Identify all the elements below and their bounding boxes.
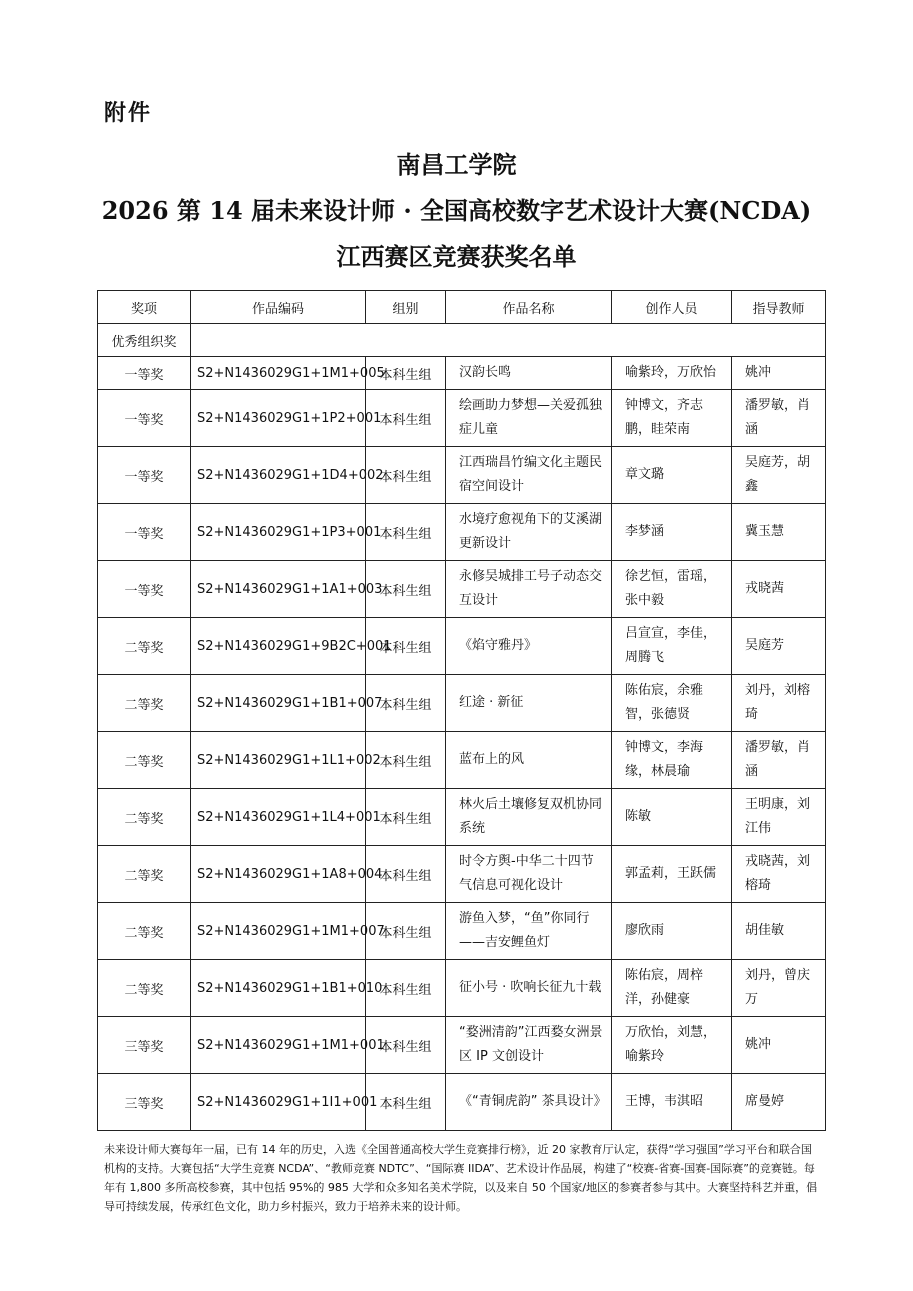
creators-cell: 徐艺恒，雷瑶，张中毅 xyxy=(612,561,732,618)
award-cell: 一等奖 xyxy=(98,561,191,618)
title-competition: 2026 第 14 届未来设计师 · 全国高校数字艺术设计大赛(NCDA) xyxy=(101,196,812,225)
code-cell: S2+N1436029G1+1I1+001 xyxy=(191,1074,366,1131)
group-cell: 本科生组 xyxy=(366,447,446,504)
work-title-cell: 江西瑞昌竹编文化主题民宿空间设计 xyxy=(446,447,612,504)
code-cell: S2+N1436029G1+1M1+005 xyxy=(191,357,366,390)
work-title-cell: “婺洲清韵”江西婺女洲景区 IP 文创设计 xyxy=(446,1017,612,1074)
section-empty xyxy=(191,324,826,357)
group-cell: 本科生组 xyxy=(366,357,446,390)
award-cell: 一等奖 xyxy=(98,357,191,390)
table-row xyxy=(98,504,826,561)
advisors-cell: 冀玉慧 xyxy=(732,504,826,561)
work-title-cell: 汉韵长鸣 xyxy=(446,357,612,390)
creators-cell: 廖欣雨 xyxy=(612,903,732,960)
section-row xyxy=(98,324,826,357)
table-row xyxy=(98,561,826,618)
header-group: 组别 xyxy=(366,291,446,324)
table-row xyxy=(98,732,826,789)
creators-cell: 郭孟莉，王跃儒 xyxy=(612,846,732,903)
code-cell: S2+N1436029G1+1L1+002 xyxy=(191,732,366,789)
creators-cell: 陈佑宸，周梓洋，孙健豪 xyxy=(612,960,732,1017)
group-cell: 本科生组 xyxy=(366,846,446,903)
creators-cell: 喻紫玲，万欣怡 xyxy=(612,357,732,390)
work-title-cell: 永修吴城排工号子动态交互设计 xyxy=(446,561,612,618)
creators-cell: 钟博文，李海缘，林晨瑜 xyxy=(612,732,732,789)
work-title-cell: 时令方舆-中华二十四节气信息可视化设计 xyxy=(446,846,612,903)
creators-cell: 王博，韦淇昭 xyxy=(612,1074,732,1131)
group-cell: 本科生组 xyxy=(366,618,446,675)
group-cell: 本科生组 xyxy=(366,732,446,789)
advisors-cell: 吴庭芳 xyxy=(732,618,826,675)
award-cell: 三等奖 xyxy=(98,1017,191,1074)
creators-cell: 李梦涵 xyxy=(612,504,732,561)
work-title-cell: 绘画助力梦想—关爱孤独症儿童 xyxy=(446,390,612,447)
work-title-cell: 水境疗愈视角下的艾溪湖更新设计 xyxy=(446,504,612,561)
advisors-cell: 胡佳敏 xyxy=(732,903,826,960)
award-cell: 二等奖 xyxy=(98,903,191,960)
advisors-cell: 戎晓茜，刘榕琦 xyxy=(732,846,826,903)
title-school: 南昌工学院 xyxy=(396,150,517,179)
code-cell: S2+N1436029G1+1M1+001 xyxy=(191,1017,366,1074)
attachment-label: 附件 xyxy=(104,101,153,126)
header-work: 作品名称 xyxy=(446,291,612,324)
creators-cell: 钟博文，齐志鹏，眭荣南 xyxy=(612,390,732,447)
code-cell: S2+N1436029G1+1M1+007 xyxy=(191,903,366,960)
award-cell: 二等奖 xyxy=(98,960,191,1017)
awards-table xyxy=(97,290,826,1131)
award-cell: 二等奖 xyxy=(98,789,191,846)
work-title-cell: 游鱼入梦，“鱼”你同行——吉安鲤鱼灯 xyxy=(446,903,612,960)
work-title-cell: 红途 · 新征 xyxy=(446,675,612,732)
advisors-cell: 席曼婷 xyxy=(732,1074,826,1131)
code-cell: S2+N1436029G1+1L4+001 xyxy=(191,789,366,846)
group-cell: 本科生组 xyxy=(366,561,446,618)
header-creators: 创作人员 xyxy=(612,291,732,324)
code-cell: S2+N1436029G1+1P3+001 xyxy=(191,504,366,561)
creators-cell: 陈佑宸，余雅智，张德贤 xyxy=(612,675,732,732)
work-title-cell: 林火后土壤修复双机协同系统 xyxy=(446,789,612,846)
award-cell: 二等奖 xyxy=(98,846,191,903)
award-cell: 一等奖 xyxy=(98,390,191,447)
header-advisors: 指导教师 xyxy=(732,291,826,324)
table-row xyxy=(98,960,826,1017)
creators-cell: 吕宣宣，李佳，周腾飞 xyxy=(612,618,732,675)
award-cell: 三等奖 xyxy=(98,1074,191,1131)
work-title-cell: 《焰守雅丹》 xyxy=(446,618,612,675)
table-row xyxy=(98,390,826,447)
creators-cell: 陈敏 xyxy=(612,789,732,846)
section-label: 优秀组织奖 xyxy=(98,324,191,357)
document-title xyxy=(0,142,913,280)
table-row xyxy=(98,1017,826,1074)
code-cell: S2+N1436029G1+9B2C+001 xyxy=(191,618,366,675)
header-code: 作品编码 xyxy=(191,291,366,324)
code-cell: S2+N1436029G1+1P2+001 xyxy=(191,390,366,447)
group-cell: 本科生组 xyxy=(366,903,446,960)
table-row xyxy=(98,846,826,903)
code-cell: S2+N1436029G1+1A1+003 xyxy=(191,561,366,618)
award-cell: 二等奖 xyxy=(98,732,191,789)
award-cell: 二等奖 xyxy=(98,675,191,732)
group-cell: 本科生组 xyxy=(366,1074,446,1131)
footnote: 未来设计师大赛每年一届，已有 14 年的历史，入选《全国普通高校大学生竞赛排行榜》，近 20 家教育厅认定，获得“学习强国”学习平台和联合国机构的支持。大赛包括“大学生竞赛 NCDA”、“教师竞赛 NDTC”、“国际赛 IIDA”、艺术设计作品展，构建了“校赛-省赛-国赛-国际赛”的竞赛链。每年有 1,800 多所高校参赛，其中包括 95%的 985 大学和众多知名美术学院，以及来自 50 个国家/地区的参赛者参与其中。大赛坚持科艺并重，倡导可持续发展，传承红色文化，助力乡村振兴，致力于培养未来的设计师。 xyxy=(104,1143,818,1213)
award-cell: 二等奖 xyxy=(98,618,191,675)
group-cell: 本科生组 xyxy=(366,390,446,447)
advisors-cell: 潘罗敏，肖涵 xyxy=(732,390,826,447)
code-cell: S2+N1436029G1+1B1+010 xyxy=(191,960,366,1017)
creators-cell: 万欣怡，刘慧，喻紫玲 xyxy=(612,1017,732,1074)
group-cell: 本科生组 xyxy=(366,675,446,732)
table-row xyxy=(98,447,826,504)
work-title-cell: 蓝布上的风 xyxy=(446,732,612,789)
group-cell: 本科生组 xyxy=(366,504,446,561)
advisors-cell: 姚冲 xyxy=(732,357,826,390)
advisors-cell: 吴庭芳，胡鑫 xyxy=(732,447,826,504)
code-cell: S2+N1436029G1+1D4+002 xyxy=(191,447,366,504)
work-title-cell: 《“青铜虎韵” 茶具设计》 xyxy=(446,1074,612,1131)
table-row xyxy=(98,903,826,960)
table-row xyxy=(98,1074,826,1131)
advisors-cell: 刘丹，曾庆万 xyxy=(732,960,826,1017)
advisors-cell: 王明康，刘江伟 xyxy=(732,789,826,846)
advisors-cell: 姚冲 xyxy=(732,1017,826,1074)
table-row xyxy=(98,789,826,846)
creators-cell: 章文璐 xyxy=(612,447,732,504)
group-cell: 本科生组 xyxy=(366,1017,446,1074)
group-cell: 本科生组 xyxy=(366,960,446,1017)
table-row xyxy=(98,618,826,675)
code-cell: S2+N1436029G1+1A8+004 xyxy=(191,846,366,903)
header-award: 奖项 xyxy=(98,291,191,324)
group-cell: 本科生组 xyxy=(366,789,446,846)
table-row xyxy=(98,357,826,390)
table-header-row xyxy=(98,291,826,324)
title-list: 江西赛区竞赛获奖名单 xyxy=(336,242,577,271)
table-row xyxy=(98,675,826,732)
award-cell: 一等奖 xyxy=(98,504,191,561)
advisors-cell: 潘罗敏，肖涵 xyxy=(732,732,826,789)
advisors-cell: 刘丹，刘榕琦 xyxy=(732,675,826,732)
advisors-cell: 戎晓茜 xyxy=(732,561,826,618)
work-title-cell: 征小号 · 吹响长征九十载 xyxy=(446,960,612,1017)
award-cell: 一等奖 xyxy=(98,447,191,504)
code-cell: S2+N1436029G1+1B1+007 xyxy=(191,675,366,732)
